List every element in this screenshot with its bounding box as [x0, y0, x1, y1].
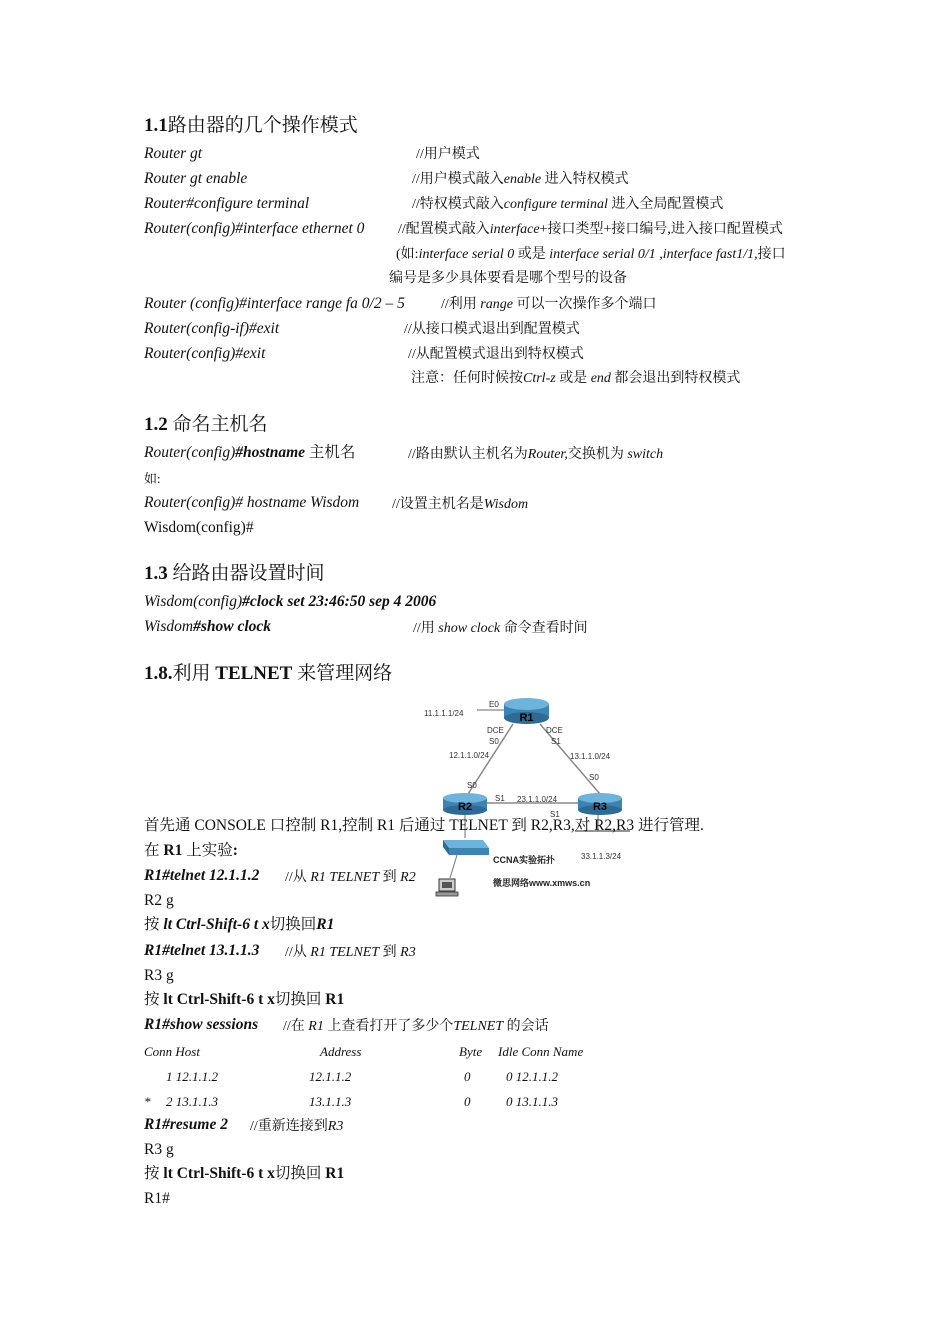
interface-label: S0	[589, 773, 599, 782]
link-switch-pc	[450, 855, 457, 878]
diagram-caption: 微思网络www.xmws.cn	[493, 878, 591, 888]
table-header: Idle Conn Name	[498, 1044, 584, 1059]
switch-icon	[443, 840, 489, 855]
prompt-text: R1#	[144, 1190, 170, 1207]
interface-label: S1	[551, 737, 561, 746]
table-header: Byte	[459, 1044, 483, 1059]
router-r2-icon	[443, 793, 487, 815]
command-line: Router(config-if)#exit	[144, 320, 280, 337]
comment: //配置模式敲入interface+接口类型+接口编号,进入接口配置模式	[398, 222, 783, 237]
section-1-1-heading	[144, 116, 358, 135]
prompt-text: Wisdom(config)#	[144, 519, 254, 536]
comment: //用户模式	[416, 147, 480, 162]
comment: //设置主机名是Wisdom	[392, 497, 529, 512]
comment: //从配置模式退出到特权模式	[408, 347, 584, 362]
command-line: Router gt	[144, 145, 203, 162]
command-line: Router (config)#interface range fa 0/2 – 5	[144, 295, 405, 312]
table-header: Conn Host	[144, 1044, 200, 1059]
section-title: 命名主机名	[172, 414, 268, 435]
command-line: Router(config)#hostname 主机名	[144, 444, 356, 461]
ip-label: 12.1.1.0/24	[449, 751, 490, 760]
switch-instruction: 按 lt Ctrl-Shift-6 t x切换回 R1	[144, 1165, 345, 1182]
ip-label: 23.1.1.0/24	[517, 795, 558, 804]
router-r1-label: R1	[519, 712, 534, 724]
example-label: 如:	[144, 471, 161, 486]
table-cell: 2 13.1.1.3	[166, 1094, 218, 1109]
comment: //特权模式敲入configure terminal 进入全局配置模式	[412, 197, 724, 212]
comment: //在 R1 上查看打开了多少个TELNET 的会话	[283, 1019, 549, 1034]
intro-paragraph: 首先通 CONSOLE 口控制 R1,控制 R1 后通过 TELNET 到 R2,R3,对 R2,R3 进行管理.	[144, 817, 704, 834]
table-cell: 1 12.1.1.2	[166, 1069, 218, 1084]
pc-icon	[436, 879, 458, 896]
switch-instruction: 按 lt Ctrl-Shift-6 t x切换回R1	[144, 916, 335, 933]
comment: //重新连接到R3	[250, 1119, 344, 1134]
section-1-3-heading	[144, 564, 325, 583]
router-r1-icon	[504, 698, 549, 724]
command-line: Router(config)# hostname Wisdom	[144, 494, 360, 511]
comment: //从接口模式退出到配置模式	[404, 322, 580, 337]
comment: //利用 range 可以一次操作多个端口	[441, 297, 657, 312]
comment: //从 R1 TELNET 到 R3	[285, 945, 416, 960]
table-cell: 13.1.1.3	[309, 1094, 352, 1109]
section-number: 1.8.	[144, 663, 173, 684]
command-line: R1#telnet 13.1.1.3	[144, 942, 260, 959]
interface-label: S0	[489, 737, 499, 746]
section-title: 给路由器设置时间	[172, 563, 325, 584]
command-line: Wisdom(config)#clock set 23:46:50 sep 4 2006	[144, 593, 437, 610]
table-cell: 12.1.1.2	[309, 1069, 352, 1084]
command-line: Router(config)#interface ethernet 0	[144, 220, 365, 237]
command-line: R1#telnet 12.1.1.2	[144, 867, 260, 884]
comment-note: (如:interface serial 0 或是 interface serial 0/1 ,interface fast1/1,接口	[396, 247, 786, 262]
comment-note: 编号是多少具体要看是哪个型号的设备	[389, 271, 627, 286]
command-line: Router#configure terminal	[144, 195, 310, 212]
table-cell: 0 13.1.1.3	[506, 1094, 558, 1109]
comment: //从 R1 TELNET 到 R2	[285, 870, 416, 885]
ip-label: 11.1.1.1/24	[424, 709, 464, 718]
command-line: R1#show sessions	[144, 1016, 259, 1033]
command-line: Router gt enable	[144, 170, 248, 187]
section-1-2-heading	[144, 415, 268, 434]
interface-label: DCE	[546, 726, 563, 735]
command-line: R1#resume 2	[144, 1116, 228, 1133]
command-line: Wisdom#show clock	[144, 618, 272, 635]
ip-label: 13.1.1.0/24	[570, 752, 611, 761]
table-header: Address	[320, 1044, 362, 1059]
diagram-caption: CCNA实验拓扑	[493, 855, 555, 865]
table-cell: 0	[464, 1069, 471, 1084]
section-number: 1.3	[144, 563, 168, 584]
experiment-line: 在 R1 上实验:	[144, 842, 238, 859]
interface-label: S0	[467, 781, 477, 790]
prompt-text: R3 g	[144, 967, 174, 984]
section-number: 1.2	[144, 414, 168, 435]
interface-label: S1	[495, 794, 505, 803]
router-r2-label: R2	[457, 801, 473, 813]
interface-label: DCE	[487, 726, 504, 735]
section-1-8-heading: 1.8.利用 TELNET 来管理网络	[144, 663, 393, 684]
comment: //用户模式敲入enable 进入特权模式	[412, 172, 629, 187]
ip-label: 33.1.1.3/24	[581, 852, 622, 861]
command-line: Router(config)#exit	[144, 345, 266, 362]
table-cell: 0	[464, 1094, 471, 1109]
section-title: 路由器的几个操作模式	[167, 115, 358, 136]
prompt-text: R3 g	[144, 1141, 174, 1158]
table-cell: 0 12.1.1.2	[506, 1069, 558, 1084]
interface-label: E0	[489, 700, 499, 709]
table-cell: *	[144, 1094, 151, 1109]
router-r3-label: R3	[592, 801, 608, 813]
comment: //用 show clock 命令查看时间	[413, 621, 588, 636]
router-r3-icon	[578, 793, 622, 815]
comment-note: 注意：任何时候按Ctrl-z 或是 end 都会退出到特权模式	[411, 371, 741, 386]
prompt-text: R2 g	[144, 892, 174, 909]
section-number: 1.1	[144, 115, 168, 136]
switch-instruction: 按 lt Ctrl-Shift-6 t x切换回 R1	[144, 991, 345, 1008]
comment: //路由默认主机名为Router,交换机为 switch	[408, 447, 664, 462]
network-topology-diagram	[405, 688, 645, 903]
interface-label: S1	[550, 810, 560, 819]
